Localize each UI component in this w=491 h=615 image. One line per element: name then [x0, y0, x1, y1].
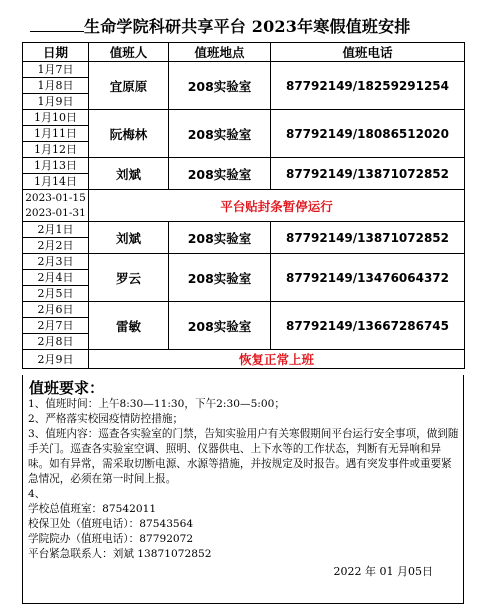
table-header-row	[23, 43, 465, 62]
table-row	[23, 110, 465, 126]
requirement-line: 2、严格落实校园疫情防控措施；	[28, 413, 184, 425]
table-row	[23, 254, 465, 270]
date-cell: 2月8日	[23, 334, 89, 350]
closure-notice: 平台贴封条暂停运行	[89, 190, 465, 222]
header-location: 值班地点	[169, 43, 271, 62]
table-row	[23, 62, 465, 78]
person-cell: 宜原原	[89, 62, 169, 110]
closure-row	[23, 190, 465, 222]
title-underline	[30, 17, 84, 32]
contact-line: 学校总值班室：87542011	[28, 503, 157, 515]
date-cell: 1月9日	[23, 94, 89, 110]
person-cell: 雷敏	[89, 302, 169, 350]
table-row	[23, 222, 465, 238]
location-cell: 208实验室	[169, 254, 271, 302]
location-cell: 208实验室	[169, 222, 271, 254]
date-cell: 1月7日	[23, 62, 89, 78]
phone-cell: 87792149/18259291254	[271, 62, 465, 110]
phone-cell: 87792149/13871072852	[271, 158, 465, 190]
location-cell: 208实验室	[169, 110, 271, 158]
header-date: 日期	[23, 43, 89, 62]
closure-end-date: 2023-01-31	[25, 206, 86, 219]
requirement-line: 1、值班时间：上午8:30—11:30，下午2:30—5:00；	[28, 398, 285, 410]
date-cell: 2月1日	[23, 222, 89, 238]
header-person: 值班人	[89, 43, 169, 62]
requirements-box	[22, 375, 464, 604]
date-cell: 1月8日	[23, 78, 89, 94]
page-title: 生命学院科研共享平台 2023年寒假值班安排	[30, 14, 470, 40]
person-cell: 刘斌	[89, 222, 169, 254]
header-phone: 值班电话	[271, 43, 465, 62]
date-cell: 2月7日	[23, 318, 89, 334]
closure-start-date: 2023-01-15	[25, 191, 86, 204]
date-cell: 1月12日	[23, 142, 89, 158]
person-cell: 刘斌	[89, 158, 169, 190]
requirements-body	[28, 397, 460, 562]
contact-line: 平台紧急联系人：刘斌 13871072852	[28, 548, 212, 560]
date-cell: 2月6日	[23, 302, 89, 318]
issue-date: 2022 年 01 月05日	[333, 565, 433, 578]
table-row	[23, 302, 465, 318]
date-cell: 2月4日	[23, 270, 89, 286]
contact-line: 学院院办（值班电话）：87792072	[28, 533, 194, 545]
date-cell: 1月13日	[23, 158, 89, 174]
phone-cell: 87792149/13667286745	[271, 302, 465, 350]
requirement-line: 3、值班内容：巡查各实验室的门禁，告知实验用户有关寒假期间平台运行安全事项，做到随手关门。巡查各实验室空调、照明、仪器供电、上下水等的工作状态，判断有无异响和异味。如有异常，需采取切断电源、水源等措施，并按规定及时报告。遇有突发事件或重要紧急情况，必须在第一时间上报。	[28, 428, 459, 485]
person-cell: 罗云	[89, 254, 169, 302]
closure-date-cell	[23, 190, 89, 222]
requirements-title: 值班要求：	[29, 379, 105, 397]
date-cell: 1月14日	[23, 174, 89, 190]
contact-line: 校保卫处（值班电话）：87543564	[28, 518, 194, 530]
location-cell: 208实验室	[169, 158, 271, 190]
location-cell: 208实验室	[169, 62, 271, 110]
date-cell: 1月10日	[23, 110, 89, 126]
date-cell: 2月3日	[23, 254, 89, 270]
location-cell: 208实验室	[169, 302, 271, 350]
phone-cell: 87792149/13476064372	[271, 254, 465, 302]
resume-row	[23, 350, 465, 369]
date-cell: 2月5日	[23, 286, 89, 302]
table-row	[23, 158, 465, 174]
resume-notice: 恢复正常上班	[89, 350, 465, 369]
phone-cell: 87792149/18086512020	[271, 110, 465, 158]
duty-schedule-table	[22, 42, 465, 369]
date-cell: 1月11日	[23, 126, 89, 142]
requirement-line: 4、	[28, 488, 46, 500]
phone-cell: 87792149/13871072852	[271, 222, 465, 254]
resume-date-cell: 2月9日	[23, 350, 89, 369]
date-cell: 2月2日	[23, 238, 89, 254]
person-cell: 阮梅林	[89, 110, 169, 158]
